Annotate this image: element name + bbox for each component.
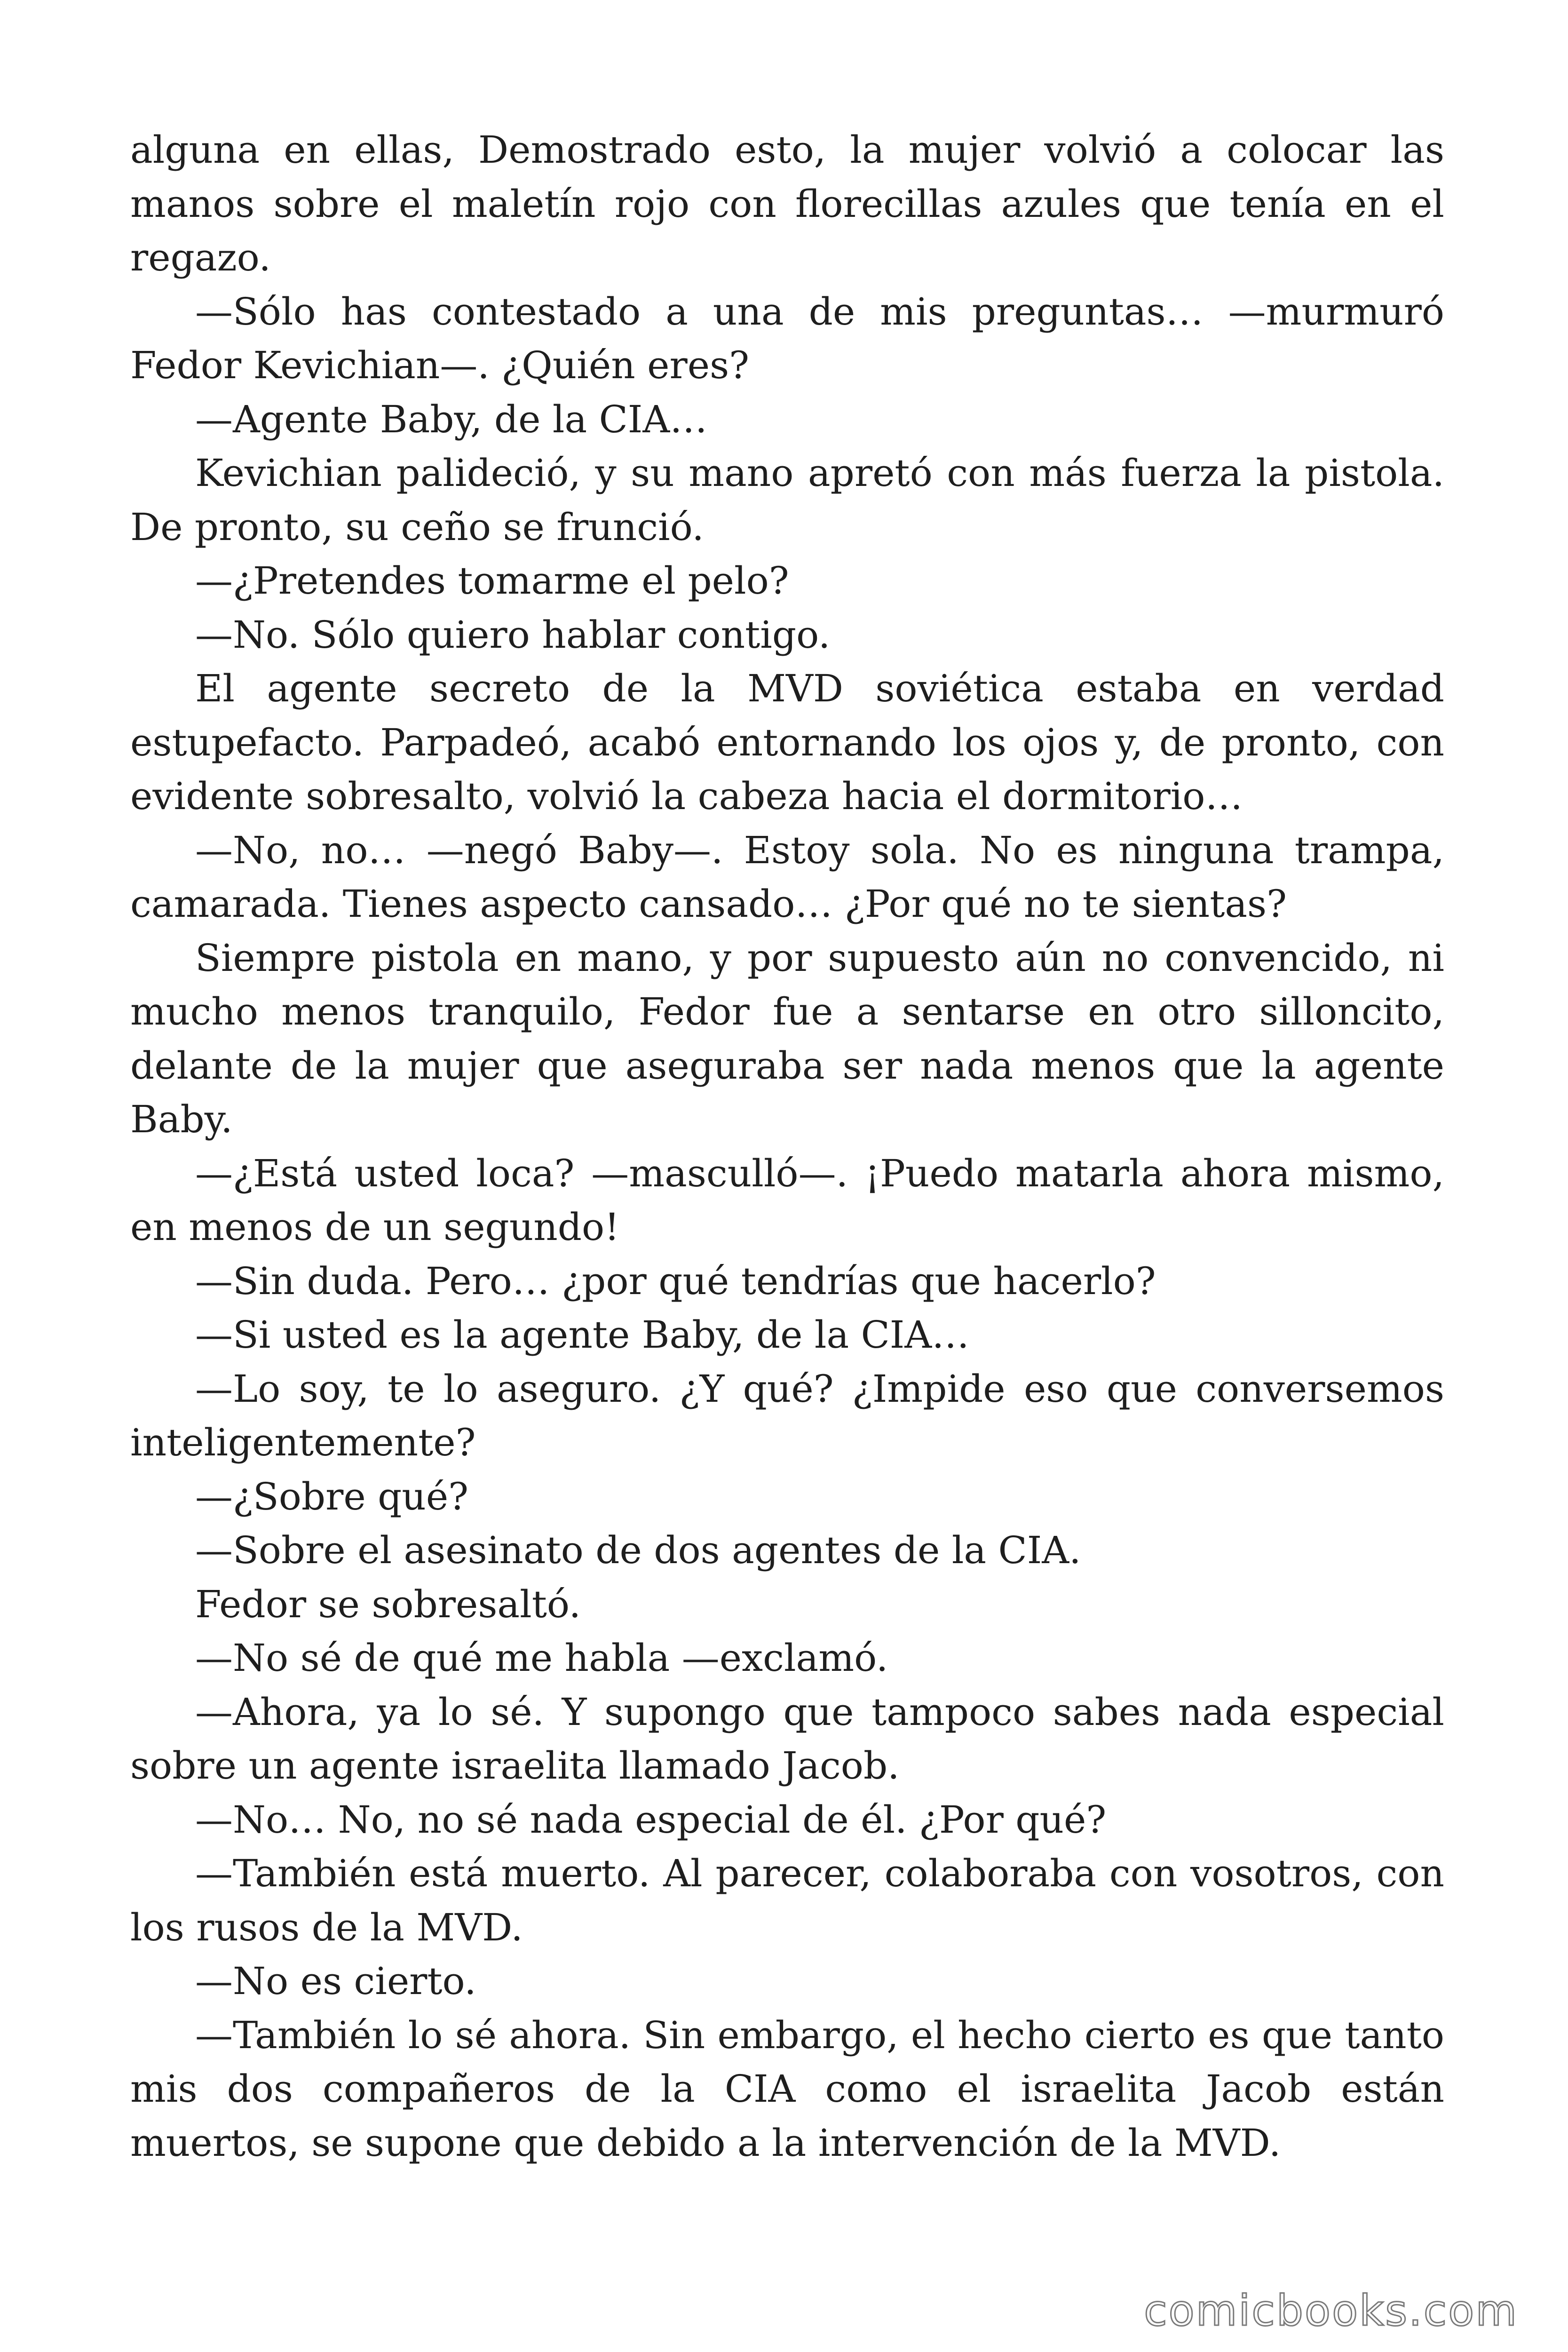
paragraph: Kevichian palideció, y su mano apretó con más fuerza la pistola. De pronto, su ceño se frunció. [130, 451, 1444, 549]
paragraph: —No, no… —negó Baby—. Estoy sola. No es ninguna trampa, camarada. Tienes aspecto cansado… ¿Por qué no te sientas? [130, 828, 1444, 926]
paragraph: El agente secreto de la MVD soviética estaba en verdad estupefacto. Parpadeó, acabó entornando los ojos y, de pronto, con evidente sobresalto, volvió la cabeza hacia el dormitorio… [130, 667, 1444, 818]
paragraph: alguna en ellas, Demostrado esto, la mujer volvió a colocar las manos sobre el maletín rojo con florecillas azules que tenía en el regazo. [130, 128, 1444, 279]
paragraph: —¿Pretendes tomarme el pelo? [195, 559, 789, 603]
paragraph: —No es cierto. [195, 1959, 476, 2003]
paragraph: —También lo sé ahora. Sin embargo, el hecho cierto es que tanto mis dos compañeros de la CIA como el israelita Jacob están muertos, se supone que debido a la intervención de la MVD. [130, 2013, 1444, 2165]
paragraph: —Sin duda. Pero… ¿por qué tendrías que hacerlo? [195, 1259, 1156, 1303]
paragraph: —Agente Baby, de la CIA… [195, 397, 708, 441]
paragraph: —¿Sobre qué? [195, 1474, 469, 1518]
page-body [130, 123, 1444, 2170]
paragraph: —También está muerto. Al parecer, colaboraba con vosotros, con los rusos de la MVD. [130, 1851, 1444, 1949]
paragraph: —Sólo has contestado a una de mis preguntas… —murmuró Fedor Kevichian—. ¿Quién eres? [130, 289, 1444, 387]
paragraph: —Lo soy, te lo aseguro. ¿Y qué? ¿Impide eso que conversemos inteligentemente? [130, 1367, 1444, 1464]
paragraph: —No… No, no sé nada especial de él. ¿Por qué? [195, 1797, 1107, 1842]
paragraph: Siempre pistola en mano, y por supuesto aún no convencido, ni mucho menos tranquilo, Fedor fue a sentarse en otro silloncito, delante de la mujer que aseguraba ser nada menos que la agente Baby. [130, 936, 1444, 1141]
paragraph: —Sobre el asesinato de dos agentes de la CIA. [195, 1528, 1081, 1572]
paragraph: —Si usted es la agente Baby, de la CIA… [195, 1313, 970, 1357]
paragraph: —¿Está usted loca? —masculló—. ¡Puedo matarla ahora mismo, en menos de un segundo! [130, 1151, 1444, 1249]
paragraph: Fedor se sobresaltó. [195, 1582, 581, 1626]
watermark: comicbooks.com [1144, 2286, 1518, 2336]
paragraph: —Ahora, ya lo sé. Y supongo que tampoco sabes nada especial sobre un agente israelita llamado Jacob. [130, 1690, 1444, 1788]
paragraph: —No. Sólo quiero hablar contigo. [195, 612, 831, 657]
paragraph: —No sé de qué me habla —exclamó. [195, 1636, 888, 1680]
